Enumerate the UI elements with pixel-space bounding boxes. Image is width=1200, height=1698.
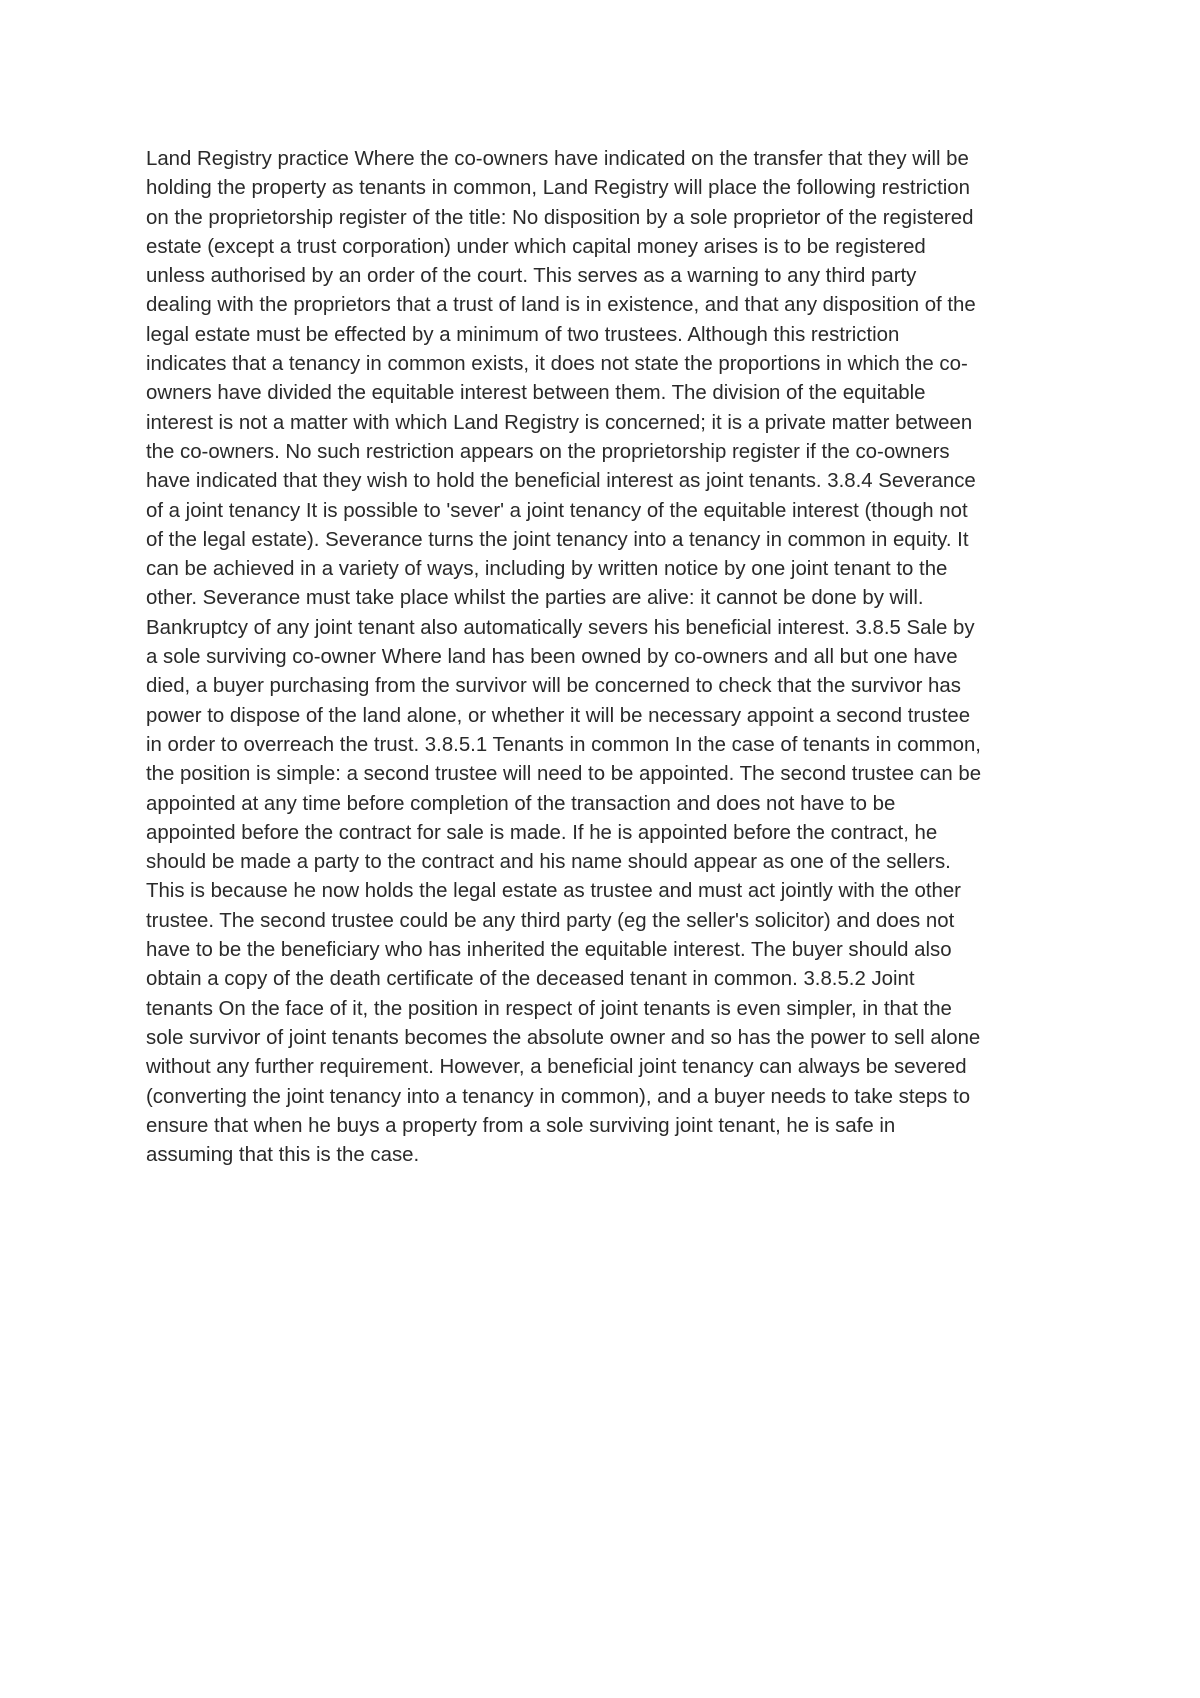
text-line: sole survivor of joint tenants becomes the absolute owner and so has the power to sell alone [146, 1026, 981, 1049]
text-line: without any further requirement. However, a beneficial joint tenancy can always be severed [146, 1056, 967, 1079]
text-line: other. Severance must take place whilst the parties are alive: it cannot be done by will. [146, 587, 924, 610]
text-line: the co-owners. No such restriction appears on the proprietorship register if the co-owners [146, 440, 950, 463]
text-line: holding the property as tenants in common, Land Registry will place the following restriction [146, 177, 970, 200]
text-line: interest is not a matter with which Land Registry is concerned; it is a private matter between [146, 411, 973, 434]
text-line: in order to overreach the trust. 3.8.5.1 Tenants in common In the case of tenants in common, [146, 733, 981, 756]
text-line: (converting the joint tenancy into a tenancy in common), and a buyer needs to take steps to [146, 1085, 971, 1108]
text-line: a sole surviving co-owner Where land has been owned by co-owners and all but one have [146, 646, 958, 669]
text-line: obtain a copy of the death certificate of the deceased tenant in common. 3.8.5.2 Joint [146, 968, 915, 991]
text-line: Bankruptcy of any joint tenant also automatically severs his beneficial interest. 3.8.5 Sale by [146, 616, 975, 639]
text-line: trustee. The second trustee could be any third party (eg the seller's solicitor) and does not [146, 909, 955, 932]
text-line: power to dispose of the land alone, or whether it will be necessary appoint a second trustee [146, 704, 971, 727]
body-paragraph [146, 145, 1071, 1170]
text-line: indicates that a tenancy in common exists, it does not state the proportions in which the co- [146, 353, 968, 376]
text-line: of a joint tenancy It is possible to 'sever' a joint tenancy of the equitable interest (though not [146, 499, 968, 522]
text-line: dealing with the proprietors that a trust of land is in existence, and that any disposition of the [146, 294, 976, 317]
text-line: unless authorised by an order of the court. This serves as a warning to any third party [146, 265, 917, 288]
text-line: tenants On the face of it, the position in respect of joint tenants is even simpler, in that the [146, 997, 952, 1020]
text-line: legal estate must be effected by a minimum of two trustees. Although this restriction [146, 323, 900, 346]
text-line: owners have divided the equitable interest between them. The division of the equitable [146, 382, 926, 405]
text-line: This is because he now holds the legal estate as trustee and must act jointly with the other [146, 880, 961, 903]
text-line: have to be the beneficiary who has inherited the equitable interest. The buyer should also [146, 939, 952, 962]
text-line: on the proprietorship register of the title: No disposition by a sole proprietor of the registered [146, 206, 974, 229]
text-line: estate (except a trust corporation) under which capital money arises is to be registered [146, 235, 926, 258]
text-line: have indicated that they wish to hold the beneficial interest as joint tenants. 3.8.4 Severance [146, 470, 976, 493]
text-line: the position is simple: a second trustee will need to be appointed. The second trustee can be [146, 763, 982, 786]
text-line: can be achieved in a variety of ways, including by written notice by one joint tenant to the [146, 558, 948, 581]
text-line: Land Registry practice Where the co-owners have indicated on the transfer that they will be [146, 148, 969, 170]
text-line: appointed before the contract for sale is made. If he is appointed before the contract, he [146, 821, 938, 844]
text-line: appointed at any time before completion of the transaction and does not have to be [146, 792, 896, 815]
text-line: should be made a party to the contract and his name should appear as one of the sellers. [146, 851, 951, 874]
text-line: died, a buyer purchasing from the survivor will be concerned to check that the survivor has [146, 675, 961, 698]
text-line: assuming that this is the case. [146, 1144, 420, 1167]
text-line: of the legal estate). Severance turns the joint tenancy into a tenancy in common in equity. It [146, 528, 969, 551]
text-line: ensure that when he buys a property from a sole surviving joint tenant, he is safe in [146, 1114, 896, 1137]
